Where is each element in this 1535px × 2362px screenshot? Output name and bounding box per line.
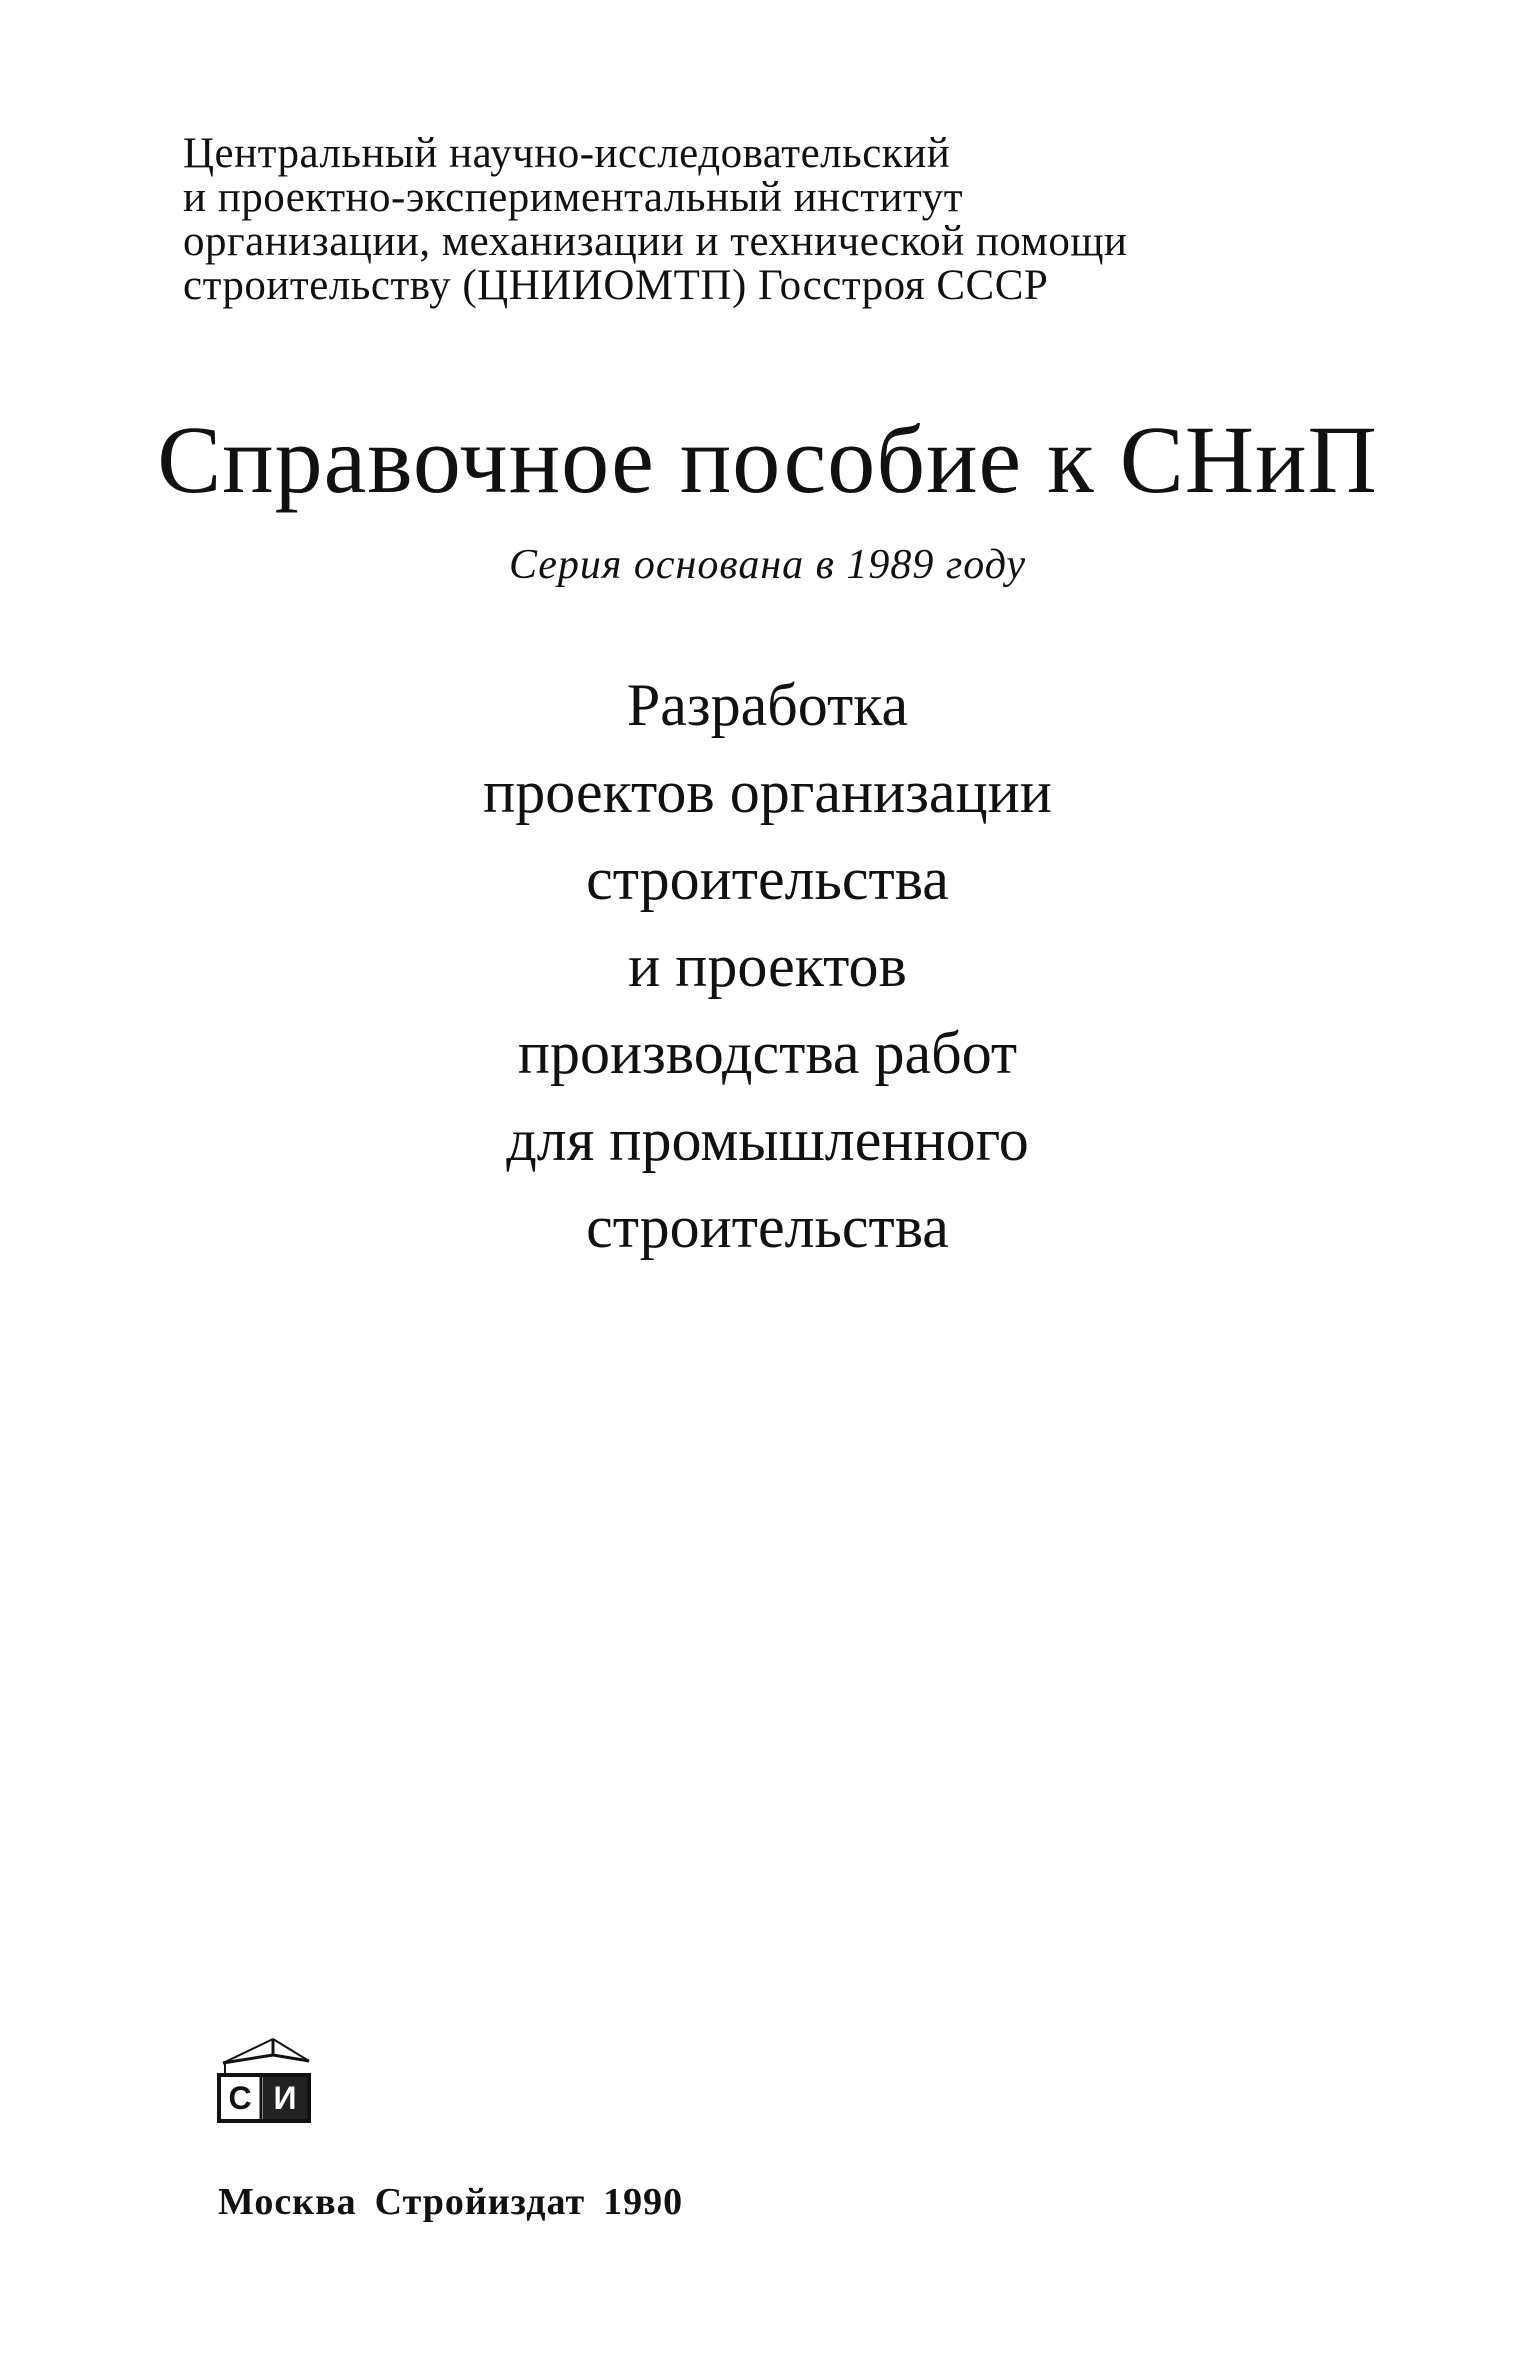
institute-line: организации, механизации и технической помощи (183, 218, 1128, 265)
publisher-imprint (218, 2180, 683, 2224)
svg-text:С: С (228, 2080, 252, 2116)
series-note: Серия основана в 1989 году (508, 542, 1027, 588)
institute-line: и проектно-экспериментальный институт (183, 174, 964, 221)
book-title-line: производства работ (517, 1020, 1018, 1086)
publication-year: 1990 (603, 2181, 684, 2223)
book-title-line: проектов организации (483, 759, 1052, 825)
book-title-line: и проектов (628, 933, 907, 999)
stroyizdat-logo-icon (215, 2033, 317, 2129)
institute-line: Центральный научно-исследовательский (183, 130, 951, 177)
book-title-line: Разработка (626, 672, 909, 738)
book-title-line: для промышленного (506, 1107, 1029, 1173)
institute-name (183, 132, 1333, 308)
svg-text:И: И (273, 2080, 297, 2116)
institute-line: строительству (ЦНИИОМТП) Госстроя СССР (183, 262, 1049, 309)
book-title-line: строительства (586, 1194, 949, 1260)
book-title (0, 662, 1535, 1271)
main-title: Справочное пособие к СНиП (157, 406, 1378, 513)
publisher-name: Стройиздат (374, 2181, 586, 2223)
publisher-city: Москва (218, 2181, 357, 2223)
book-title-line: строительства (586, 846, 949, 912)
